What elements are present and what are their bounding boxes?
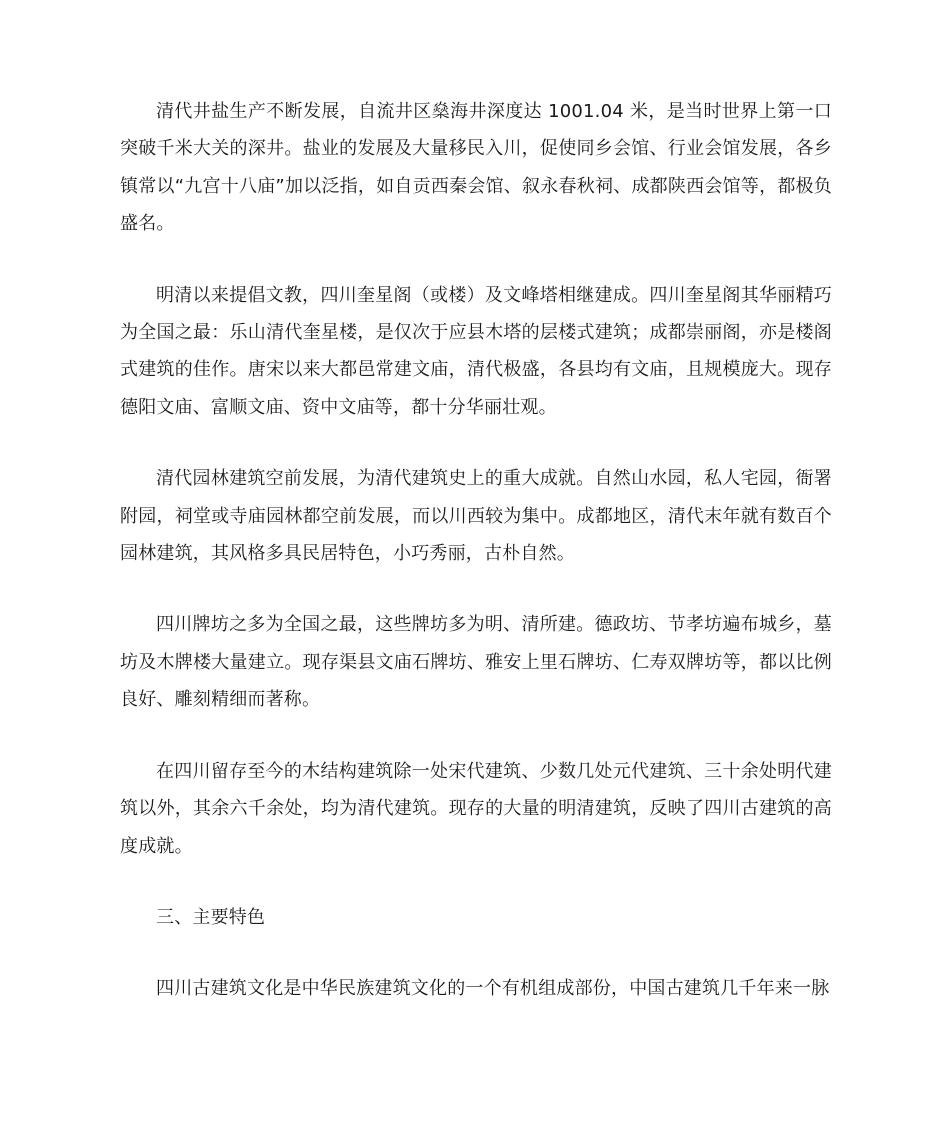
paragraph-kuixing-pavilions: 明清以来提倡文教，四川奎星阁（或楼）及文峰塔相继建成。四川奎星阁其华丽精巧为全国之最：乐山清代奎星楼，是仅次于应县木塔的层楼式建筑；成都崇丽阁，亦是楼阁式建筑的佳作。唐宋以来大都邑常建文庙，清代极盛，各县均有文庙，且规模庞大。现存德阳文庙、富顺文庙、资中文庙等，都十分华丽壮观。	[120, 284, 832, 418]
paragraph-wooden-structures: 在四川留存至今的木结构建筑除一处宋代建筑、少数几处元代建筑、三十余处明代建筑以外，其余六千余处，均为清代建筑。现存的大量的明清建筑，反映了四川古建筑的高度成就。	[120, 760, 832, 857]
paragraph-memorial-archways: 四川牌坊之多为全国之最，这些牌坊多为明、清所建。德政坊、节孝坊遍布城乡，墓坊及木牌楼大量建立。现存渠县文庙石牌坊、雅安上里石牌坊、仁寿双牌坊等，都以比例良好、雕刻精细而著称。	[120, 614, 832, 711]
paragraph-architecture-culture: 四川古建筑文化是中华民族建筑文化的一个有机组成部份，中国古建筑几千年来一脉	[156, 978, 830, 1000]
section-heading: 三、主要特色	[156, 906, 266, 928]
text-body	[120, 93, 832, 1008]
paragraph-gardens: 清代园林建筑空前发展，为清代建筑史上的重大成就。自然山水园，私人宅园，衙署附园，祠堂或寺庙园林都空前发展，而以川西较为集中。成都地区，清代末年就有数百个园林建筑，其风格多具民居特色，小巧秀丽，古朴自然。	[120, 468, 832, 565]
paragraph-salt-industry: 清代井盐生产不断发展，自流井区燊海井深度达 1001.04 米，是当时世界上第一口突破千米大关的深井。盐业的发展及大量移民入川，促使同乡会馆、行业会馆发展，各乡镇常以“九宫十八庙”加以泛指，如自贡西秦会馆、叙永春秋祠、成都陕西会馆等，都极负盛名。	[120, 101, 832, 235]
